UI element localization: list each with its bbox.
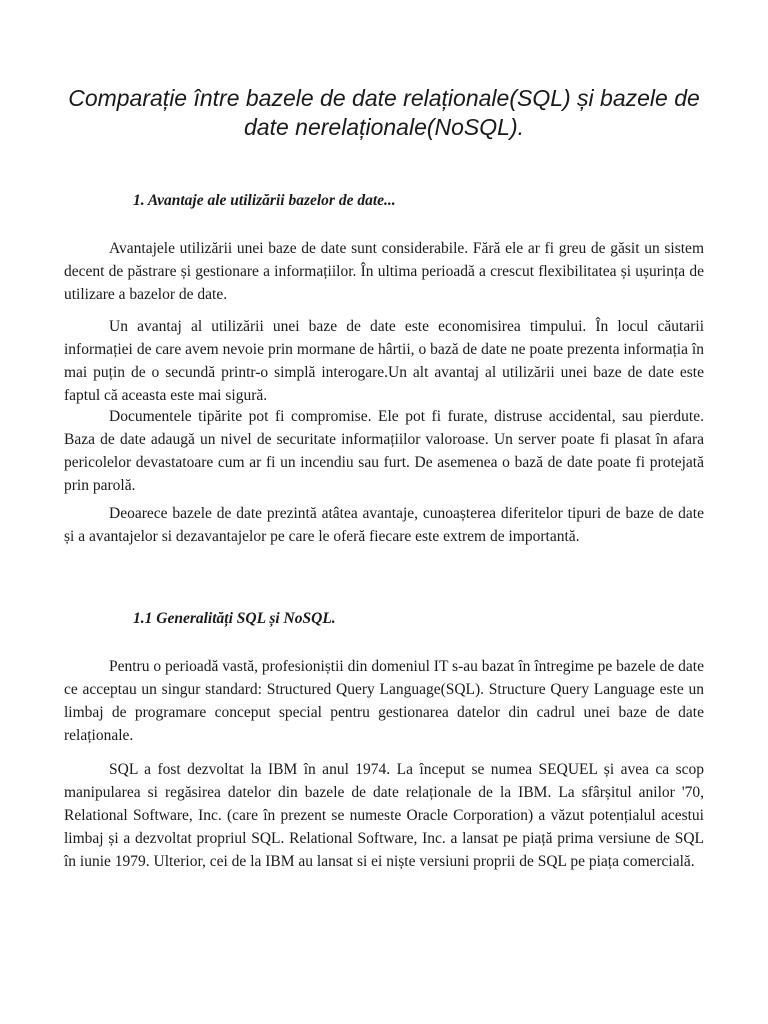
section-1-paragraph-2: Un avantaj al utilizării unei baze de date este economisirea timpului. În locul căutarii informației de care avem nevoie prin mormane de hârtii, o bază de date ne poate prezenta informația în mai puțin de o secundă printr-o simplă interogare.Un alt avantaj al utilizării unei baze de date este faptul că aceasta este mai sigură. <box>64 318 704 404</box>
document-title <box>40 84 728 142</box>
section-2-heading: 1.1 Generalități SQL și NoSQL. <box>133 610 336 627</box>
section-2-paragraph-2: SQL a fost dezvoltat la IBM în anul 1974. La început se numea SEQUEL și avea ca scop manipularea si regăsirea datelor din bazele de date relaționale de la IBM. La sfârșitul anilor '70, Relational Software, Inc. (care în prezent se numeste Oracle Corporation) a văzut potențialul acestui limbaj și a dezvoltat propriul SQL. Relational Software, Inc. a lansat pe piață prima versiune de SQL în iunie 1979. Ulterior, cei de la IBM au lansat si ei niște versiuni proprii de SQL pe piața comercială. <box>64 761 704 870</box>
title-line-1: Comparație între bazele de date relaționale(SQL) și bazele de <box>68 85 700 111</box>
section-1-paragraph-4: Deoarece bazele de date prezintă atâtea avantaje, cunoașterea diferitelor tipuri de baze de date și a avantajelor si dezavantajelor pe care le oferă fiecare este extrem de importantă. <box>64 505 704 545</box>
section-1-heading: 1. Avantaje ale utilizării bazelor de date... <box>133 192 396 209</box>
section-1-paragraph-3: Documentele tipărite pot fi compromise. Ele pot fi furate, distruse accidental, sau pierdute. Baza de date adaugă un nivel de securitate informațiilor valoroase. Un server poate fi plasat în afara pericolelor devastatoare cum ar fi un incendiu sau furt. De asemenea o bază de date poate fi protejată prin parolă. <box>64 408 704 494</box>
title-line-2: date nerelaționale(NoSQL). <box>244 114 524 140</box>
section-2-paragraph-1: Pentru o perioadă vastă, profesioniștii din domeniul IT s-au bazat în întregime pe bazele de date ce acceptau un singur standard: Structured Query Language(SQL). Structure Query Language este un limbaj de programare conceput special pentru gestionarea datelor din cadrul unei baze de date relaționale. <box>64 658 704 744</box>
section-1-paragraph-1: Avantajele utilizării unei baze de date sunt considerabile. Fără ele ar fi greu de găsit un sistem decent de păstrare și gestionare a informațiilor. În ultima perioadă a crescut flexibilitatea și ușurința de utilizare a bazelor de date. <box>64 240 704 303</box>
